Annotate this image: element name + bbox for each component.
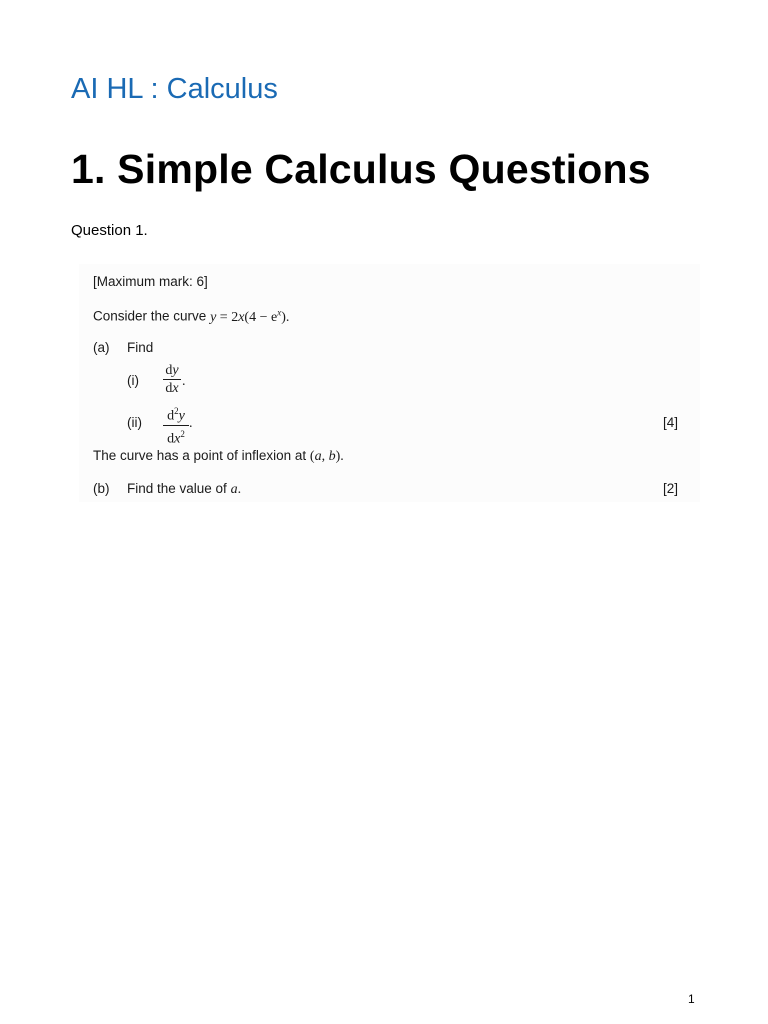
mark-part-b: [2] (663, 481, 679, 496)
inflexion-text: The curve has a point of inflexion at (93, 448, 307, 463)
second-derivative-period: . (189, 416, 193, 431)
inflexion-point: (a, b). (309, 449, 344, 464)
page-number: 1 (688, 992, 695, 1006)
part-b-variable: a (230, 482, 238, 497)
document-subtitle: AI HL : Calculus (71, 73, 278, 105)
first-derivative-period: . (182, 374, 186, 389)
part-b-text: Find the value of (127, 481, 227, 496)
first-derivative-fraction: dy dx (163, 363, 181, 396)
inflexion-statement (93, 448, 344, 465)
sub-ii-label: (ii) (127, 415, 142, 430)
question-label: Question 1. (71, 222, 148, 239)
second-derivative-fraction: $d^2y$ $dx^2$ (163, 404, 189, 446)
part-a-label: (a) (93, 340, 110, 355)
part-b-label: (b) (93, 481, 110, 496)
curve-intro: Consider the curve (93, 308, 207, 324)
sub-i-label: (i) (127, 373, 139, 388)
part-b-statement: Find the value of a. (127, 481, 242, 497)
question-image (79, 264, 700, 502)
curve-statement (93, 307, 289, 326)
part-a-text: Find (127, 340, 154, 355)
mark-part-a: [4] (663, 415, 679, 430)
curve-equation: $y = 2x(4 - e^x)$. (210, 307, 290, 325)
max-mark-text: [Maximum mark: 6] (93, 274, 208, 289)
section-heading: 1. Simple Calculus Questions (71, 146, 651, 192)
